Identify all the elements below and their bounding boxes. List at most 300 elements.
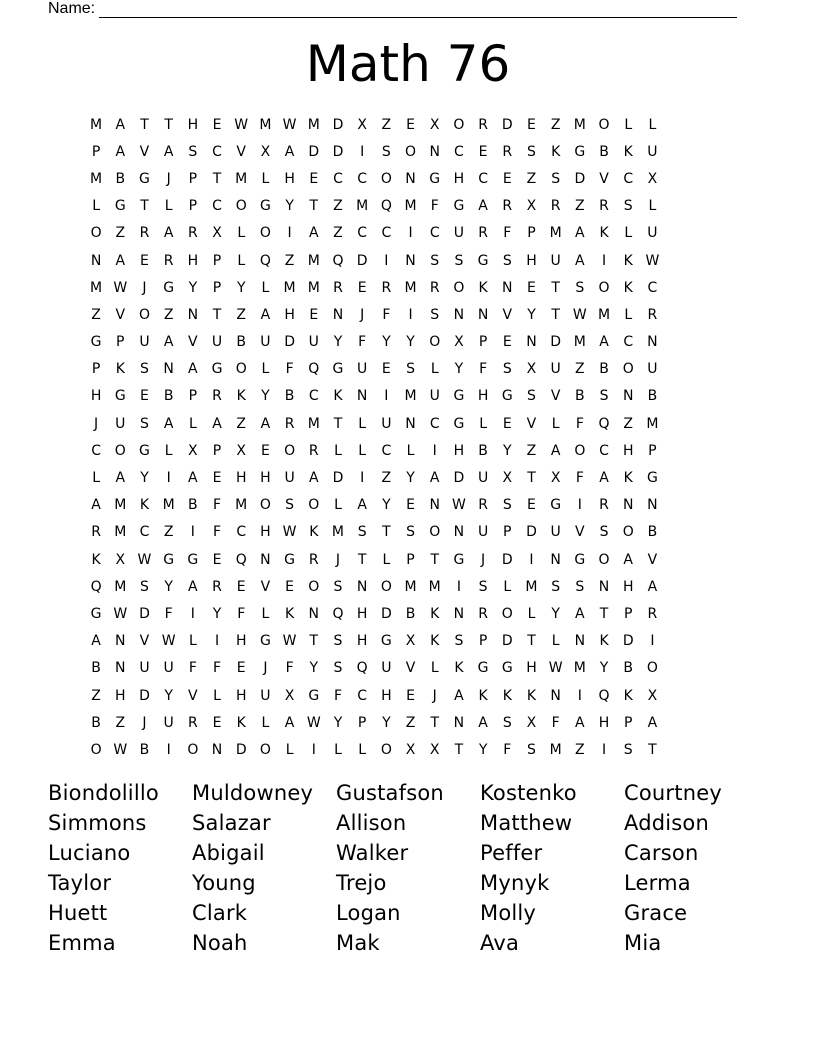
grid-letter: S [454,252,464,269]
grid-letter: W [572,306,587,323]
grid-letter: H [235,470,247,487]
grid-letter: R [429,279,440,296]
grid-letter: R [139,225,150,242]
grid-letter: D [356,252,368,269]
grid-letter: K [623,252,633,269]
grid-letter: D [380,605,392,622]
grid-letter: I [601,252,607,269]
grid-letter: V [405,660,416,677]
grid-letter: N [332,306,344,323]
grid-letter: G [453,388,465,405]
grid-letter: L [285,741,294,758]
grid-letter: Y [382,714,391,731]
grid-letter: A [284,143,295,160]
grid-letter: M [573,334,586,351]
grid-letter: V [139,143,150,160]
grid-letter: R [381,279,392,296]
grid-letter: A [454,687,464,704]
grid-letter: K [309,524,319,541]
grid-letter: G [501,660,513,677]
grid-letter: C [623,170,634,187]
grid-letter: G [429,170,441,187]
grid-letter: E [140,388,149,405]
grid-letter: O [380,170,392,187]
grid-letter: L [261,361,270,378]
grid-letter: S [551,170,561,187]
grid-letter: M [114,578,127,595]
grid-letter: M [162,497,175,514]
grid-letter: P [503,524,512,541]
grid-letter: H [622,578,634,595]
grid-letter: X [502,470,513,487]
grid-letter: B [188,497,198,514]
grid-letter: T [212,306,222,323]
grid-row [84,492,665,519]
grid-letter: A [115,252,126,269]
grid-letter: I [384,388,389,405]
grid-letter: G [646,470,658,487]
grid-letter: H [115,687,126,704]
grid-letter: Y [382,334,391,351]
grid-letter: M [259,116,272,133]
grid-letter: D [501,633,513,650]
grid-letter: R [187,714,198,731]
grid-letter: S [599,388,609,405]
grid-letter: N [405,415,416,432]
grid-letter: V [236,143,246,160]
grid-letter: M [597,306,611,323]
grid-letter: O [622,524,634,541]
grid-letter: S [285,497,295,514]
grid-letter: P [406,551,415,568]
grid-row [84,655,665,682]
grid-letter: A [115,116,126,133]
grid-letter: R [599,198,609,215]
grid-letter: S [502,497,512,514]
name-label: Name: [48,0,96,17]
grid-letter: L [527,605,536,622]
grid-letter: C [647,279,658,296]
grid-letter: N [453,714,465,731]
grid-row [84,600,665,627]
grid-letter: P [91,361,101,378]
grid-letter: P [116,334,125,351]
grid-letter: S [406,361,415,378]
grid-letter: L [334,497,342,514]
grid-row [84,519,665,546]
grid-letter: K [502,687,512,704]
grid-letter: J [432,687,437,704]
grid-letter: D [139,605,150,622]
grid-letter: L [648,116,657,133]
grid-letter: L [92,198,100,215]
grid-letter: W [282,524,297,541]
grid-letter: P [478,334,488,351]
grid-letter: E [527,279,536,296]
grid-letter: O [429,334,441,351]
grid-letter: D [332,116,344,133]
grid-letter: S [527,741,536,758]
grid-letter: S [430,252,440,269]
grid-letter: I [408,225,413,242]
grid-letter: A [91,497,101,514]
grid-letter: A [260,415,271,432]
grid-letter: I [529,551,534,568]
grid-letter: I [408,306,413,323]
grid-letter: N [550,551,561,568]
grid-letter: T [551,306,560,323]
word-list-item: Abigail [192,841,265,865]
grid-letter: H [235,687,247,704]
grid-letter: S [599,524,609,541]
grid-letter: E [260,442,270,459]
grid-letter: S [527,388,536,405]
grid-letter: I [190,605,195,622]
grid-letter: N [453,524,465,541]
grid-letter: A [599,470,609,487]
grid-letter: X [526,361,537,378]
grid-letter: C [91,442,101,459]
word-list-item: Molly [480,901,537,925]
grid-letter: E [140,252,149,269]
grid-letter: Y [285,198,294,215]
grid-letter: L [648,198,657,215]
grid-letter: Z [623,415,634,432]
word-list-item: Emma [48,931,116,955]
grid-letter: E [527,116,536,133]
grid-letter: F [164,605,173,622]
grid-letter: P [212,442,222,459]
grid-letter: Q [235,551,247,568]
grid-letter: P [623,714,633,731]
grid-letter: A [115,470,126,487]
grid-letter: V [647,551,658,568]
grid-letter: G [90,605,102,622]
grid-letter: I [287,225,292,242]
grid-letter: R [502,143,513,160]
grid-letter: P [188,198,198,215]
grid-letter: S [381,143,391,160]
grid-letter: R [647,306,658,323]
grid-letter: A [357,497,367,514]
grid-letter: A [188,578,198,595]
grid-letter: M [90,279,103,296]
grid-letter: G [187,551,199,568]
grid-letter: O [501,605,513,622]
grid-letter: S [551,578,561,595]
grid-letter: A [163,143,174,160]
grid-letter: O [259,497,271,514]
grid-letter: I [360,143,365,160]
grid-letter: Z [381,116,392,133]
grid-letter: C [357,687,368,704]
grid-letter: M [283,279,296,296]
grid-letter: M [404,198,417,215]
grid-letter: T [430,551,439,568]
grid-letter: G [453,551,465,568]
grid-letter: E [478,143,488,160]
grid-letter: F [285,660,294,677]
grid-letter: G [477,252,489,269]
grid-letter: H [284,306,295,323]
grid-letter: F [575,470,584,487]
grid-letter: H [453,442,465,459]
grid-letter: H [526,252,537,269]
grid-letter: A [623,551,633,568]
grid-letter: R [212,388,222,405]
grid-row [84,193,665,220]
grid-letter: U [260,334,271,351]
grid-letter: N [550,687,561,704]
grid-letter: N [453,605,465,622]
grid-letter: W [137,551,152,568]
word-list-item: Muldowney [192,781,314,805]
grid-letter: O [429,524,441,541]
grid-letter: E [285,578,295,595]
grid-letter: G [163,279,175,296]
grid-letter: L [358,741,367,758]
grid-letter: N [187,306,199,323]
grid-letter: Y [406,334,415,351]
word-list-item: Logan [336,901,401,925]
grid-letter: Y [309,660,319,677]
grid-letter: X [647,687,658,704]
grid-letter: B [284,388,295,405]
grid-letter: M [235,497,248,514]
grid-letter: L [551,415,560,432]
grid-letter: G [163,551,175,568]
grid-letter: Z [163,306,174,323]
word-list-item: Mynyk [480,871,550,895]
word-list-item: Mia [624,931,662,955]
grid-letter: A [163,415,174,432]
grid-letter: Y [478,741,488,758]
grid-letter: J [481,551,486,568]
grid-letter: K [478,279,488,296]
grid-letter: E [212,470,222,487]
grid-letter: T [454,741,464,758]
word-list-item: Salazar [192,811,271,835]
grid-letter: Z [236,415,247,432]
grid-letter: M [573,660,586,677]
grid-letter: B [599,361,609,378]
grid-letter: Q [308,361,320,378]
grid-letter: T [599,605,609,622]
grid-letter: C [623,334,634,351]
grid-letter: L [430,660,439,677]
grid-letter: T [382,524,391,541]
grid-letter: G [574,143,586,160]
word-list-item: Clark [192,901,248,925]
grid-letter: K [551,143,561,160]
grid-letter: S [502,361,512,378]
grid-letter: I [577,497,582,514]
grid-letter: A [188,361,198,378]
grid-letter: H [260,470,271,487]
grid-letter: N [622,497,634,514]
grid-letter: F [575,415,584,432]
grid-letter: W [645,252,660,269]
grid-letter: X [405,741,416,758]
grid-letter: J [263,660,268,677]
grid-letter: F [333,687,342,704]
grid-letter: G [574,551,586,568]
name-field [48,0,737,18]
grid-letter: K [623,143,633,160]
grid-letter: M [90,170,103,187]
grid-letter: M [404,388,417,405]
word-list-item: Luciano [48,841,131,865]
grid-letter: N [429,497,440,514]
grid-letter: R [478,497,488,514]
grid-letter: G [259,198,271,215]
grid-letter: D [308,143,320,160]
grid-letter: K [115,361,125,378]
grid-letter: R [308,551,319,568]
grid-letter: D [235,741,247,758]
grid-letter: S [333,633,343,650]
grid-letter: N [526,334,537,351]
grid-letter: X [357,116,367,133]
word-list-item: Taylor [48,871,112,895]
grid-letter: L [237,252,246,269]
grid-letter: O [187,741,199,758]
grid-letter: I [166,470,171,487]
grid-letter: I [360,470,365,487]
grid-letter: M [307,415,320,432]
grid-letter: T [527,470,536,487]
grid-letter: G [114,388,126,405]
grid-letter: T [212,170,222,187]
grid-letter: A [550,442,561,459]
grid-letter: V [575,524,585,541]
grid-letter: Z [575,198,585,215]
grid-letter: F [430,198,439,215]
grid-letter: X [647,170,658,187]
grid-letter: K [91,551,101,568]
grid-letter: R [502,198,513,215]
grid-row [84,274,665,301]
grid-letter: E [212,714,222,731]
grid-letter: V [599,170,609,187]
grid-letter: Z [163,524,174,541]
grid-letter: O [380,741,392,758]
grid-letter: H [187,116,199,133]
grid-letter: T [164,116,173,133]
grid-letter: H [477,388,489,405]
grid-letter: I [432,442,437,459]
grid-letter: H [235,633,247,650]
grid-letter: F [285,361,294,378]
grid-letter: E [502,415,512,432]
grid-letter: M [90,116,103,133]
grid-letter: H [260,524,271,541]
grid-letter: H [284,170,295,187]
grid-letter: N [647,497,658,514]
grid-letter: T [551,279,560,296]
grid-letter: D [139,687,150,704]
grid-letter: S [454,633,464,650]
grid-letter: V [188,334,198,351]
grid-letter: F [213,524,222,541]
grid-letter: T [527,633,536,650]
grid-letter: F [237,605,246,622]
grid-letter: N [405,170,416,187]
grid-letter: U [308,334,319,351]
grid-letter: Y [527,306,536,323]
word-list-item: Gustafson [336,781,444,805]
grid-letter: T [357,551,367,568]
grid-row [84,220,665,247]
grid-letter: Z [91,687,101,704]
grid-letter: A [599,334,609,351]
grid-letter: M [331,524,345,541]
grid-letter: X [260,143,271,160]
name-blank-line [99,3,737,18]
grid-letter: Y [212,605,222,622]
grid-letter: A [429,470,440,487]
grid-letter: Z [91,306,101,323]
grid-letter: I [456,578,461,595]
word-list-item: Simmons [48,811,147,835]
grid-letter: X [429,741,440,758]
word-list-item: Ava [480,931,520,955]
grid-letter: U [211,334,223,351]
grid-letter: Z [575,361,585,378]
grid-letter: Q [332,252,344,269]
grid-letter: M [549,741,562,758]
grid-letter: F [213,660,222,677]
word-list-item: Courtney [624,781,722,805]
grid-letter: Q [332,605,344,622]
grid-letter: E [406,116,415,133]
grid-letter: W [113,741,128,758]
grid-letter: E [212,116,222,133]
grid-letter: O [453,116,465,133]
grid-letter: U [550,524,561,541]
grid-letter: J [142,714,147,731]
grid-letter: I [650,633,655,650]
grid-letter: G [380,633,392,650]
grid-letter: B [139,741,150,758]
grid-letter: S [527,143,536,160]
grid-letter: A [478,198,488,215]
grid-letter: S [502,714,512,731]
grid-letter: B [647,524,658,541]
grid-letter: A [163,334,174,351]
grid-letter: G [332,361,344,378]
grid-letter: O [235,361,247,378]
grid-row [84,546,665,573]
grid-letter: E [502,170,512,187]
grid-letter: U [381,660,392,677]
grid-letter: F [479,361,488,378]
grid-letter: F [382,306,391,323]
grid-letter: R [478,605,488,622]
grid-letter: K [333,388,343,405]
grid-letter: P [357,714,367,731]
grid-letter: Y [333,334,343,351]
grid-letter: W [282,116,297,133]
grid-row [84,736,665,763]
grid-letter: O [574,442,586,459]
grid-letter: S [575,279,585,296]
grid-letter: S [357,524,367,541]
grid-letter: E [236,660,246,677]
grid-letter: L [188,633,197,650]
grid-letter: T [140,116,149,133]
grid-letter: N [574,633,586,650]
